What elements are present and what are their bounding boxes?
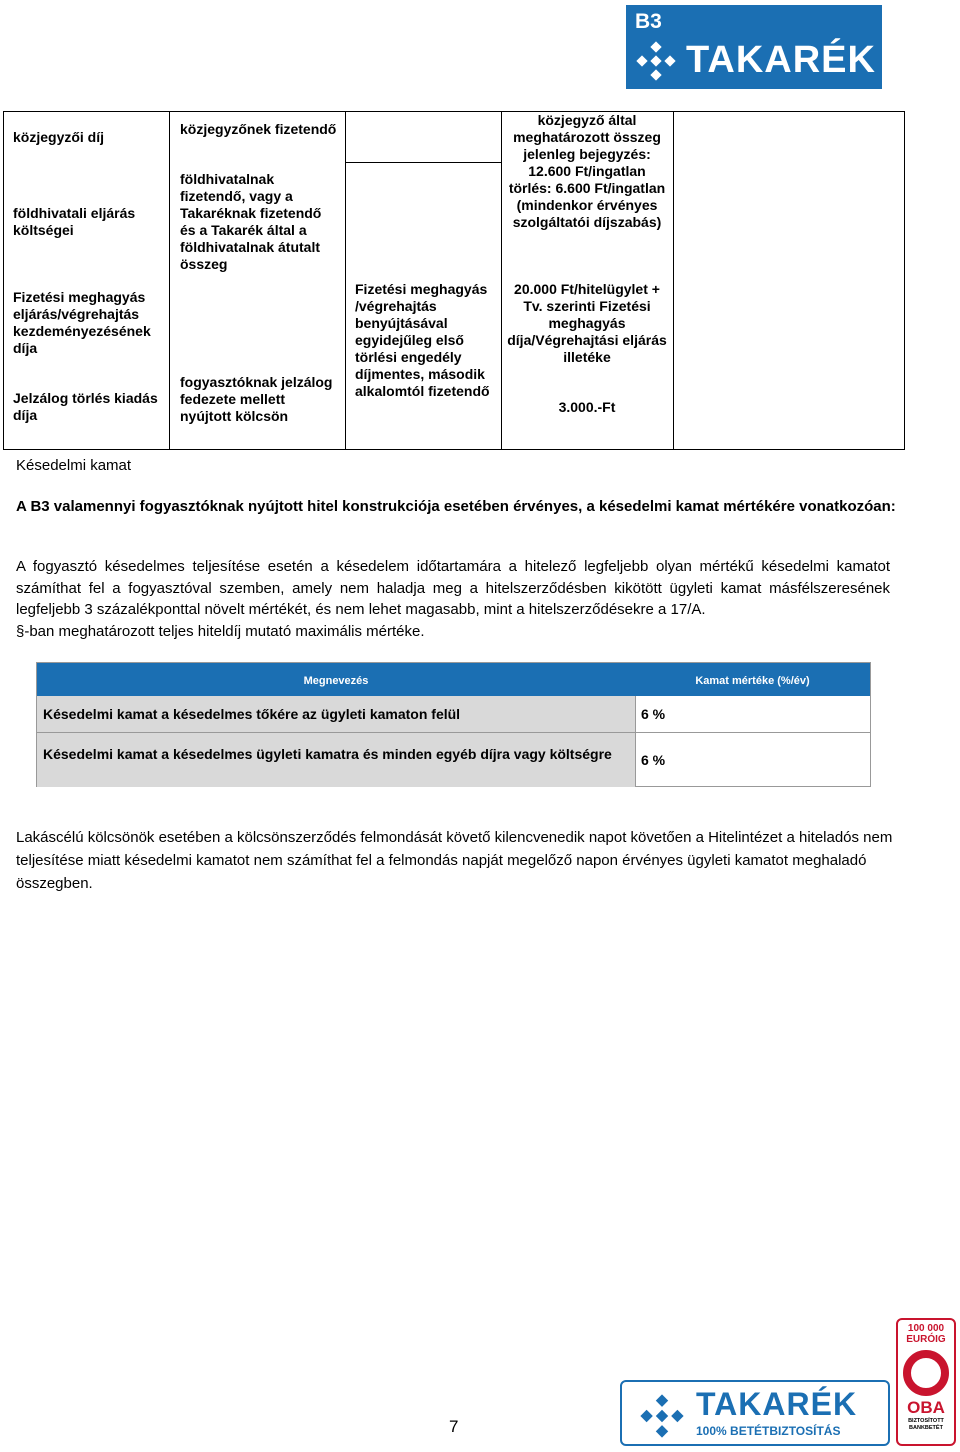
row-name: Késedelmi kamat a késedelmes tőkére az ügyleti kamaton felül (37, 696, 635, 732)
table-divider (345, 162, 501, 163)
takarek-diamond-icon (640, 1394, 684, 1438)
late-interest-intro: A B3 valamennyi fogyasztóknak nyújtott hitel konstrukciója esetében érvényes, a késedelmi kamat mértékére vonatkozóan: (16, 498, 896, 515)
column-divider (635, 696, 636, 786)
late-interest-label: Késedelmi kamat (16, 457, 132, 474)
fee-label-notary: közjegyzői díj (13, 129, 105, 145)
page-number: 7 (449, 1417, 459, 1436)
fee-condition: Fizetési meghagyás /végrehajtás benyújtásával egyidejűleg első törlési engedély díjmentes, második alkalomtól fizetendő (355, 281, 490, 399)
badge-subtitle: 100% BETÉTBIZTOSÍTÁS (696, 1424, 841, 1438)
fee-amount-notary: közjegyző által meghatározott összeg jelenleg bejegyzés: 12.600 Ft/ingatlan törlés: 6.600 Ft/ingatlan (mindenkor érvényes szolgáltatói díjszabás) (508, 112, 666, 230)
takarek-diamond-icon (636, 41, 676, 81)
late-interest-paragraph-tail: §-ban meghatározott teljes hiteldíj mutató maximális mértéke. (16, 622, 425, 640)
interest-table-header (37, 663, 870, 696)
column-header-name: Megnevezés (303, 675, 369, 687)
fee-amount-release: 3.000.-Ft (558, 399, 616, 415)
late-interest-paragraph (16, 556, 890, 642)
b3-takarek-logo (626, 5, 882, 89)
logo-word: TAKARÉK (686, 39, 876, 81)
table-divider (169, 112, 170, 449)
fee-table (3, 111, 905, 450)
badge-word: TAKARÉK (696, 1386, 858, 1422)
table-row (37, 733, 870, 787)
fee-label-payment-order: Fizetési meghagyás eljárás/végrehajtás kezdeményezésének díja (13, 289, 151, 356)
oba-ring-icon (903, 1350, 949, 1396)
interest-rate-table (36, 662, 871, 787)
column-header-rate: Kamat mértéke (%/év) (695, 675, 810, 687)
oba-amount: 100 000 EURÓIG (906, 1323, 946, 1345)
fee-label-mortgage-release: Jelzálog törlés kiadás díja (13, 390, 158, 423)
fee-payer-notary: közjegyzőnek fizetendő (180, 121, 337, 137)
table-divider (501, 112, 502, 449)
fee-payer-land-registry: földhivatalnak fizetendő, vagy a Takaréknak fizetendő és a Takarék által a földhivatalnak átutalt összeg (180, 171, 322, 272)
row-rate: 6 % (641, 706, 666, 722)
housing-loan-paragraph: Lakáscélú kölcsönök esetében a kölcsönszerződés felmondását követő kilencvenedik napot követően a Hitelintézet a hiteladós nem teljesítése miatt késedelmi kamatot nem számíthat fel a felmondás napját megelőző napon érvényes ügyleti kamatot meghaladó összegben. (16, 829, 893, 892)
fee-amount-payment-order: 20.000 Ft/hitelügylet + Tv. szerinti Fizetési meghagyás díja/Végrehajtási eljárás illetéke (507, 281, 667, 365)
oba-badge (896, 1318, 956, 1446)
fee-label-land-registry: földhivatali eljárás költségei (13, 205, 136, 238)
oba-subtitle: BIZTOSÍTOTT BANKBETÉT (908, 1418, 944, 1431)
row-name: Késedelmi kamat a késedelmes ügyleti kamatra és minden egyéb díjra vagy költségre (37, 733, 635, 787)
fee-payer-consumer: fogyasztóknak jelzálog fedezete mellett nyújtott kölcsön (180, 374, 333, 424)
deposit-insurance-badge (620, 1380, 890, 1446)
late-interest-paragraph-text: A fogyasztó késedelmes teljesítése esetén a késedelem időtartamára a hitelező legfeljebb olyan mértékű késedelmi kamatot számíthat fel a fogyasztóval szemben, amely nem haladja meg a hitelszerződésben kikötött ügyleti kamat másfélszeresének legfeljebb 3 százalékponttal növelt mértékét, és nem lehet magasabb, mint a hitelszerződésekre a 17/A. (16, 558, 890, 618)
oba-name: OBA (907, 1398, 945, 1417)
logo-b3-text: B3 (635, 10, 662, 33)
table-divider (673, 112, 674, 449)
row-rate: 6 % (641, 752, 666, 768)
table-row (37, 696, 870, 732)
